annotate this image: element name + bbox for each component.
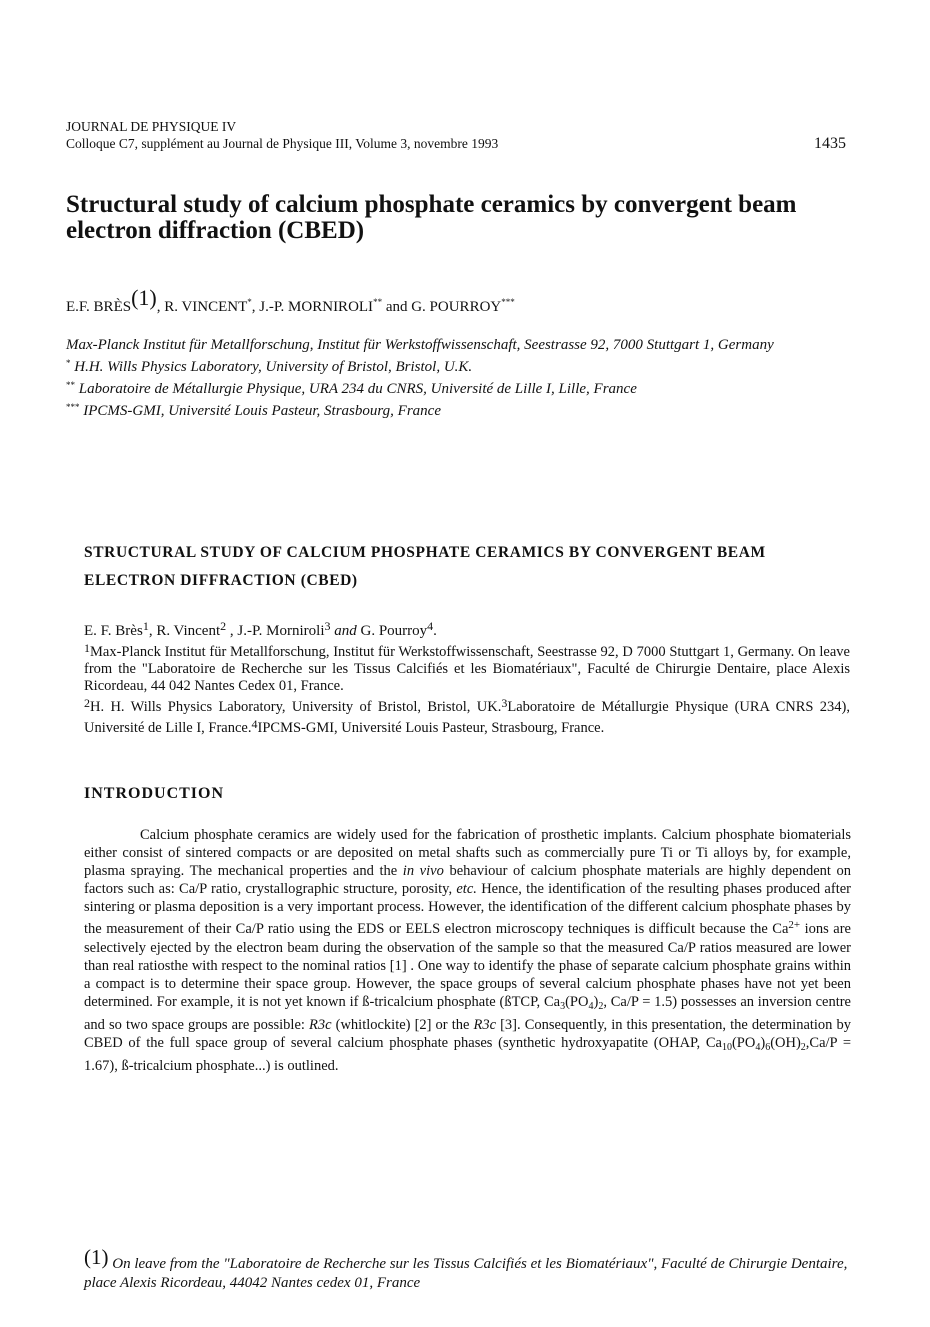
author-name: , J.-P. Morniroli [226,623,325,639]
affiliation-mark: 3 [501,696,508,710]
and-word: and [334,623,357,639]
affiliation-mark: 2 [84,696,90,710]
author-name: E.F. BRÈS [66,299,132,315]
author-mark: * [247,297,252,307]
affiliation-text: H. H. Wills Physics Laboratory, University of Bristol, Bristol, UK. [90,699,502,715]
text-run: Calcium phosphate ceramics are widely used for the fabrication of prosthetic implants. Calcium phosphate biomaterials either consist of sintered compacts or are deposited on metal shafts such as commercially pure Ti or Ti alloys by, for example, plasma spraying. The mechanical properties and the [84,827,851,880]
affiliation-text: IPCMS-GMI, Université Louis Pasteur, Strasbourg, France [79,403,441,419]
text-run: , Ca/P = 1.5) possesses an inversion centre and so two space groups are possible: [84,993,851,1033]
text-run: ions are selectively ejected by the electron beam during the observation of the sample so that the measured Ca/P ratios measured are lower than real ratiosthe with respect to the nominal ratios [1] . One way to identify the phase of separate calcium phosphate grains within a compact is to determine their space group. However, the space groups of several calcium phosphate phases have not yet been determined. For example, it is not yet known if ß-tricalcium phosphate (ßTCP, Ca [84,921,851,1010]
journal-header [66,118,856,152]
footnote [84,1245,874,1293]
author-end: . [433,623,437,639]
section-affiliations [84,640,850,737]
author-mark: 3 [324,619,331,633]
space-group: R3c [309,1016,332,1033]
author-mark: 4 [427,619,434,633]
author-name: , R. VINCENT [156,299,248,315]
affiliation-mark: 1 [84,641,90,655]
text-run: (PO [565,993,589,1010]
colloque-line: Colloque C7, supplément au Journal de Physique III, Volume 3, novembre 1993 [66,136,499,151]
affiliation-mark: ** [66,380,75,390]
text-run: Hence, the identification of the resulting phases produced after sintering or plasma deposition is a very important process. However, the identification of the different calcium phosphate phases by the measurement of their Ca/P ratio using the EDS or EELS electron microscopy techniques is difficult because the Ca [84,881,851,938]
page-number: 1435 [814,135,846,152]
affiliation-text: Laboratoire de Métallurgie Physique (URA CNRS 234), Université de Lille I, France. [84,699,850,736]
author-line [66,285,515,316]
author-name: , J.-P. MORNIROLI [251,299,374,315]
author-name: and G. POURROY [382,299,502,315]
affiliation-mark: * [66,358,71,368]
footnote-text: On leave from the "Laboratoire de Recherche sur les Tissus Calcifiés et les Biomatériaux", Faculté de Chirurgie Dentaire, place Alexis Ricordeau, 44042 Nantes cedex 01, France [84,1256,848,1291]
paper-title: Structural study of calcium phosphate ceramics by convergent beam electron diffraction (CBED) [66,191,797,244]
italic-term: etc. [456,881,477,898]
text-run: (whitlockite) [2] or the [331,1016,474,1033]
body-paragraph [84,826,851,1075]
affiliation-mark: 4 [251,717,258,731]
ion-charge: 2+ [788,919,801,932]
text-run: behaviour of calcium phosphate materials are highly dependent on factors such as: Ca/P ratio, crystallographic structure, porosity, [84,863,852,898]
author-mark: 2 [220,619,227,633]
affiliation-text: H.H. Wills Physics Laboratory, University of Bristol, Bristol, U.K. [70,359,473,375]
affiliation-item [66,376,856,398]
text-run: (PO [731,1035,756,1052]
author-name: , R. Vincent [148,623,221,639]
formula-subscript: 3 [560,1000,566,1012]
author-name: E. F. Brès [84,623,143,639]
author-mark: *** [501,297,515,307]
text-run: ) [593,993,599,1010]
introduction-heading: INTRODUCTION [84,785,225,802]
journal-name: JOURNAL DE PHYSIQUE IV [66,119,237,134]
formula-subscript: 4 [755,1042,761,1054]
formula-subscript: 2 [800,1042,806,1054]
author-mark: (1) [131,285,157,310]
affiliation-mark: *** [66,402,80,412]
affiliation-text: Max-Planck Institut für Metallforschung, Institut für Werkstoffwissenschaft, Seestrasse 92, D 7000 Stuttgart 1, Germany. On leave from the "Laboratoire de Recherche sur les Tissus Calcifiés et les Biomatériaux", Faculté de Chirurgie Dentaire, place Alexis Ricordeau, 44 042 Nantes Cedex 01, France. [84,644,850,694]
formula-subscript: 4 [588,1000,594,1012]
text-run: (OH) [770,1035,801,1052]
text-run: [3]. Consequently, in this presentation, the determination by CBED of the full space group of several calcium phosphate phases (synthetic hydroxyapatite (OHAP, Ca [84,1016,852,1052]
affiliations [66,336,856,420]
formula-subscript: 6 [765,1042,771,1054]
section-title: STRUCTURAL STUDY OF CALCIUM PHOSPHATE CERAMICS BY CONVERGENT BEAM ELECTRON DIFFRACTION (CBED) [84,544,766,589]
space-group: R3c [473,1016,497,1033]
introduction-body [84,826,851,1075]
affiliation-main: Max-Planck Institut für Metallforschung, Institut für Werkstoffwissenschaft, Seestrasse 92, 7000 Stuttgart 1, Germany [66,337,774,353]
text-run: ,Ca/P = 1.67), ß-tricalcium phosphate...) is outlined. [84,1035,851,1075]
text-run: ) [760,1035,766,1052]
affiliation-text: IPCMS-GMI, Université Louis Pasteur, Strasbourg, France. [257,720,605,736]
affiliation-item [66,398,856,420]
formula-subscript: 2 [598,1000,604,1012]
italic-term: in vivo [402,863,444,880]
affiliation-text: Laboratoire de Métallurgie Physique, URA 234 du CNRS, Université de Lille I, Lille, France [75,381,637,397]
author-mark: 1 [142,619,149,633]
affiliation-item [66,354,856,376]
section-authors [84,619,437,640]
author-name: G. Pourroy [356,623,428,639]
author-mark: ** [373,297,383,307]
formula-subscript: 10 [721,1042,732,1054]
footnote-mark: (1) [84,1245,109,1269]
